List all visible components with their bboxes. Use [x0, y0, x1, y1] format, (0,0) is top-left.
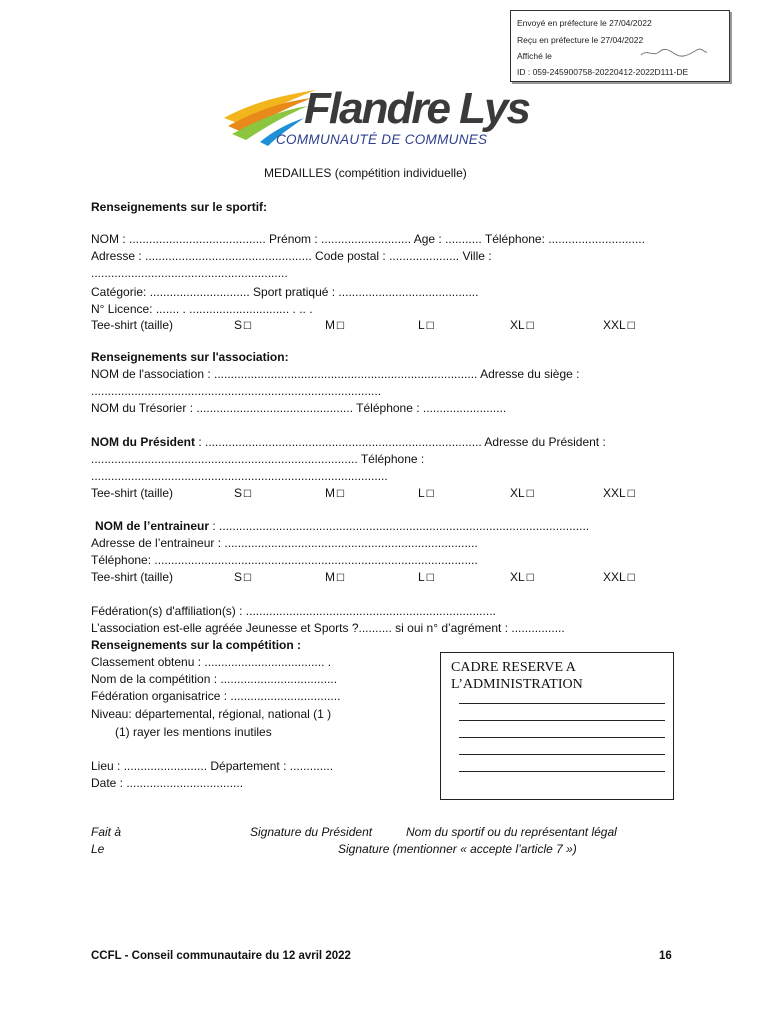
- size-label: M: [325, 318, 335, 332]
- president-size-xxl[interactable]: [603, 486, 636, 502]
- coach-name-field: : ...............................................................................................................: [209, 519, 590, 533]
- admin-line: [459, 720, 665, 721]
- sportif-size-xxl[interactable]: [603, 318, 636, 334]
- sportif-heading: Renseignements sur le sportif:: [91, 200, 268, 214]
- athlete-name-label: Nom du sportif ou du représentant légal: [406, 825, 617, 839]
- organizing-federation-line: Fédération organisatrice : .................................: [91, 689, 341, 703]
- sportif-size-s[interactable]: [234, 318, 252, 334]
- coach-size-m[interactable]: [325, 570, 345, 586]
- size-label: XL: [510, 318, 525, 332]
- ranking-line: Classement obtenu : .................................... .: [91, 655, 332, 669]
- president-continuation: ................................................................................ Téléphone :: [91, 452, 425, 466]
- affiliation-line: [91, 604, 496, 619]
- admin-line: [459, 703, 665, 704]
- admin-box-title: CADRE RESERVE A L’ADMINISTRATION: [451, 660, 583, 692]
- checkbox-icon[interactable]: ☐: [243, 489, 252, 500]
- athlete-signature-label: Signature (mentionner « accepte l’article 7 »): [338, 842, 577, 856]
- admin-reserved-box: [440, 652, 674, 800]
- size-label: L: [418, 570, 425, 584]
- sportif-category-line: Catégorie: .............................. Sport pratiqué : ..........................................: [91, 285, 479, 299]
- size-label: M: [325, 570, 335, 584]
- president-continuation-2: .........................................................................................: [91, 469, 388, 483]
- level-line: Niveau: départemental, régional, national (1 ): [91, 707, 332, 721]
- stamp-signature-icon: [639, 47, 709, 59]
- place-line: Lieu : ......................... Département : .............: [91, 759, 334, 773]
- president-line: [91, 435, 606, 450]
- date-line: Date : ...................................: [91, 776, 244, 790]
- size-label: S: [234, 486, 243, 500]
- president-size-l[interactable]: [418, 486, 435, 502]
- president-fields: : ................................................................................... Adresse du Président :: [195, 435, 606, 449]
- coach-size-s[interactable]: [234, 570, 252, 586]
- checkbox-icon[interactable]: ☐: [425, 573, 435, 584]
- sportif-size-l[interactable]: [418, 318, 435, 334]
- sportif-licence-line: N° Licence: ....... . .............................. . .. .: [91, 302, 313, 316]
- coach-name-line: [95, 519, 589, 534]
- size-label: L: [418, 486, 425, 500]
- president-size-s[interactable]: [234, 486, 252, 502]
- checkbox-icon[interactable]: ☐: [336, 321, 345, 332]
- association-name-continuation: .......................................................................................: [91, 384, 382, 398]
- footer-council-label: CCFL - Conseil communautaire du 12 avril 2022: [91, 950, 351, 962]
- size-label: XL: [510, 570, 525, 584]
- page-number: 16: [659, 950, 672, 962]
- checkbox-icon[interactable]: ☐: [626, 573, 636, 584]
- checkbox-icon[interactable]: ☐: [243, 573, 252, 584]
- competition-name-line: Nom de la compétition : ...................................: [91, 672, 338, 686]
- sportif-name-line: NOM : ......................................... Prénom : ........................... Age : ........... Téléphone: .............................: [91, 232, 645, 246]
- checkbox-icon[interactable]: ☐: [425, 321, 435, 332]
- sportif-size-xl[interactable]: [510, 318, 535, 334]
- coach-phone-line: Téléphone: .................................................................................................: [91, 553, 478, 567]
- coach-size-xxl[interactable]: [603, 570, 636, 586]
- association-heading: Renseignements sur l'association:: [91, 350, 289, 364]
- competition-heading: Renseignements sur la compétition :: [91, 638, 302, 652]
- president-signature-label: Signature du Président: [250, 825, 373, 839]
- checkbox-icon[interactable]: ☐: [525, 321, 535, 332]
- admin-line: [459, 754, 665, 755]
- coach-size-xl[interactable]: [510, 570, 535, 586]
- size-label: XL: [510, 486, 525, 500]
- prefecture-stamp: [510, 10, 730, 82]
- checkbox-icon[interactable]: ☐: [336, 489, 345, 500]
- checkbox-icon[interactable]: ☐: [425, 489, 435, 500]
- logo-name: Flandre Lys: [304, 84, 529, 133]
- size-label: L: [418, 318, 425, 332]
- size-label: XXL: [603, 486, 626, 500]
- treasurer-line: NOM du Trésorier : ............................................... Téléphone : .........................: [91, 401, 507, 415]
- stamp-sent-line: Envoyé en préfecture le 27/04/2022: [517, 18, 652, 28]
- affiliation-prefix: Fédération(s): [91, 604, 166, 618]
- approval-line: L’association est-elle agréée Jeunesse et Sports ?.......... si oui n° d’agrément : ................: [91, 621, 565, 635]
- flandre-lys-logo: [220, 84, 550, 156]
- page-title: MEDAILLES (compétition individuelle): [264, 166, 467, 180]
- president-tshirt-label: Tee-shirt (taille): [91, 486, 174, 500]
- sportif-address-continuation: ...........................................................: [91, 266, 288, 280]
- coach-tshirt-label: Tee-shirt (taille): [91, 570, 174, 584]
- checkbox-icon[interactable]: ☐: [626, 489, 636, 500]
- president-size-xl[interactable]: [510, 486, 535, 502]
- level-note: (1) rayer les mentions inutiles: [115, 725, 272, 739]
- checkbox-icon[interactable]: ☐: [525, 489, 535, 500]
- checkbox-icon[interactable]: ☐: [243, 321, 252, 332]
- checkbox-icon[interactable]: ☐: [336, 573, 345, 584]
- size-label: S: [234, 570, 243, 584]
- stamp-id-line: ID : 059-245900758-20220412-2022D111-DE: [517, 67, 689, 77]
- size-label: XXL: [603, 318, 626, 332]
- checkbox-icon[interactable]: ☐: [525, 573, 535, 584]
- stamp-received-line: Reçu en préfecture le 27/04/2022: [517, 35, 644, 45]
- sportif-address-line: Adresse : .................................................. Code postal : ..................... Ville :: [91, 249, 492, 263]
- signed-at-label: Fait à: [91, 825, 122, 839]
- sportif-size-m[interactable]: [325, 318, 345, 334]
- coach-label: NOM de l’entraineur: [95, 519, 210, 533]
- president-size-m[interactable]: [325, 486, 345, 502]
- size-label: M: [325, 486, 335, 500]
- admin-line: [459, 737, 665, 738]
- coach-size-l[interactable]: [418, 570, 435, 586]
- sportif-tshirt-label: Tee-shirt (taille): [91, 318, 174, 332]
- stamp-posted-line: Affiché le: [517, 51, 552, 61]
- coach-address-line: Adresse de l’entraineur : ............................................................................: [91, 536, 478, 550]
- president-label: NOM du Président: [91, 435, 196, 449]
- association-name-line: NOM de l'association : ............................................................................... Adresse du siège :: [91, 367, 580, 381]
- admin-line: [459, 771, 665, 772]
- size-label: XXL: [603, 570, 626, 584]
- affiliation-field: d'affiliation(s) : ...........................................................................: [165, 604, 496, 618]
- logo-subtitle: COMMUNAUTÉ DE COMMUNES: [276, 132, 488, 147]
- size-label: S: [234, 318, 243, 332]
- checkbox-icon[interactable]: ☐: [626, 321, 636, 332]
- signed-date-label: Le: [91, 842, 105, 856]
